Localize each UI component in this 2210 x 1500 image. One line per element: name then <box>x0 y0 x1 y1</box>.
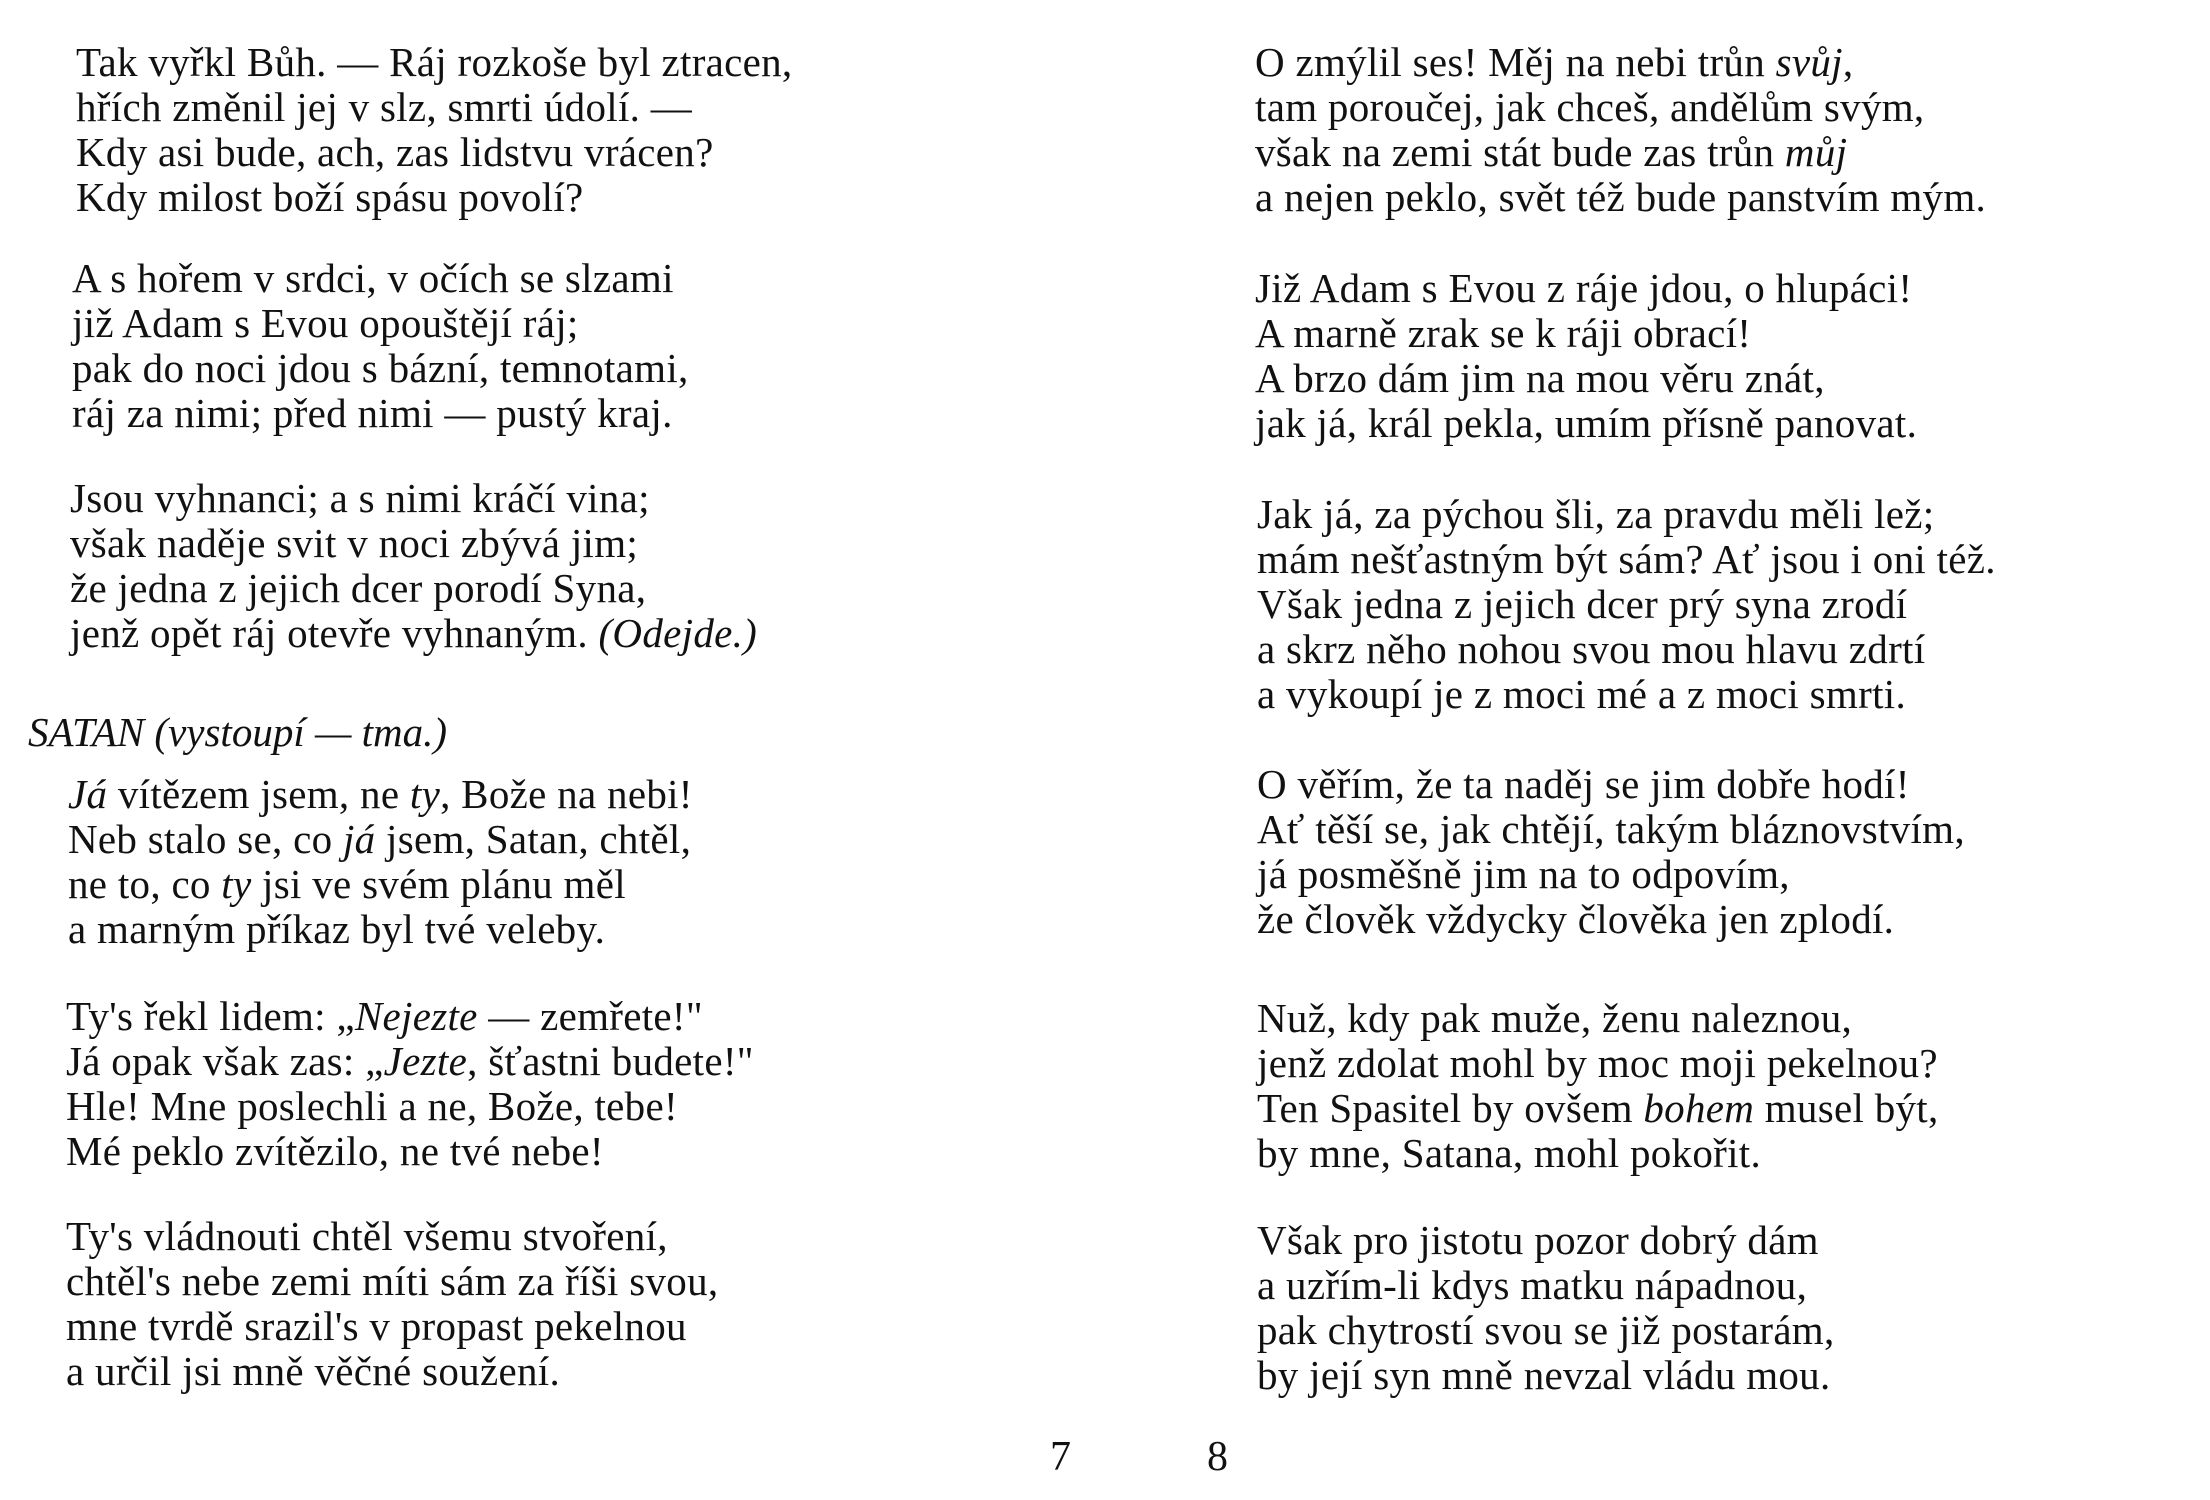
emphasis: svůj <box>1775 39 1843 85</box>
stanza <box>72 256 689 436</box>
verse-line <box>68 772 693 817</box>
emphasis: bohem <box>1643 1085 1755 1131</box>
verse-line: mám nešťastným být sám? Ať jsou i oni též. <box>1257 536 1996 582</box>
stanza <box>76 40 793 220</box>
verse-line: ráj za nimi; před nimi — pustý kraj. <box>72 390 673 436</box>
verse-line: Kdy asi bude, ach, zas lidstvu vrácen? <box>76 129 714 175</box>
verse-text: jsem, Satan, chtěl, <box>375 816 692 862</box>
verse-line: A s hořem v srdci, v očích se slzami <box>72 255 674 301</box>
verse-line <box>1255 130 1986 175</box>
verse-line: Mé peklo zvítězilo, ne tvé nebe! <box>66 1128 604 1174</box>
verse-text: však na zemi stát bude zas trůn <box>1255 129 1785 175</box>
verse-line: a určil jsi mně věčné soužení. <box>66 1348 560 1394</box>
verse-line <box>68 817 693 862</box>
emphasis: ty <box>409 771 441 817</box>
emphasis: já <box>342 816 376 862</box>
verse-text: , Bože na nebi! <box>440 771 693 817</box>
verse-text: , <box>1842 39 1854 85</box>
verse-line <box>66 1039 754 1084</box>
verse-line: A marně zrak se k ráji obrací! <box>1255 310 1752 356</box>
verse-line: Ty's vládnouti chtěl všemu stvoření, <box>66 1213 668 1259</box>
verse-line: však naděje svit v noci zbývá jim; <box>70 520 639 566</box>
verse-line: a vykoupí je z moci mé a z moci smrti. <box>1257 671 1907 717</box>
verse-line: Tak vyřkl Bůh. — Ráj rozkoše byl ztracen, <box>76 39 793 85</box>
verse-line: hřích změnil jej v slz, smrti údolí. — <box>76 84 693 130</box>
stanza <box>1257 996 1939 1176</box>
verse-line: O věřím, že ta naděj se jim dobře hodí! <box>1257 761 1910 807</box>
speaker-heading: SATAN (vystoupí — tma.) <box>28 709 448 755</box>
verse-line: Nuž, kdy pak muže, ženu naleznou, <box>1257 995 1853 1041</box>
verse-text: musel být, <box>1754 1085 1939 1131</box>
verse-line <box>68 862 693 907</box>
emphasis: můj <box>1784 129 1848 175</box>
verse-line <box>1257 1086 1939 1131</box>
verse-line <box>70 611 757 656</box>
stanza <box>1257 1218 1835 1398</box>
page-number: 7 <box>1050 1434 1071 1480</box>
verse-line: již Adam s Evou opouštějí ráj; <box>72 300 579 346</box>
emphasis: Jezte <box>383 1038 468 1084</box>
verse-line: A brzo dám jim na mou věru znát, <box>1255 355 1825 401</box>
verse-line: že člověk vždycky člověka jen zplodí. <box>1257 896 1895 942</box>
verse-line: jak já, král pekla, umím přísně panovat. <box>1255 400 1918 446</box>
right-page <box>1105 0 2210 1500</box>
verse-line: chtěl's nebe zemi míti sám za říši svou, <box>66 1258 719 1304</box>
verse-text: ne to, co <box>68 861 222 907</box>
verse-text: Neb stalo se, co <box>68 816 343 862</box>
verse-line: Ať těší se, jak chtějí, takým bláznovstvím, <box>1257 806 1965 852</box>
verse-line: pak chytrostí svou se již postarám, <box>1257 1307 1835 1353</box>
verse-line: a marným příkaz byl tvé veleby. <box>68 906 606 952</box>
verse-text: jsi ve svém plánu měl <box>251 861 626 907</box>
verse-line: že jedna z jejich dcer porodí Syna, <box>70 565 647 611</box>
verse-text: vítězem jsem, ne <box>107 771 410 817</box>
stanza <box>66 1214 718 1394</box>
verse-line: Však pro jistotu pozor dobrý dám <box>1257 1217 1819 1263</box>
emphasis: Já <box>68 771 108 817</box>
verse-line: já posměšně jim na to odpovím, <box>1257 851 1790 897</box>
verse-line <box>1255 40 1986 85</box>
emphasis: Nejezte <box>354 993 478 1039</box>
verse-text: Ty's řekl lidem: „ <box>66 993 355 1039</box>
verse-line: Kdy milost boží spásu povolí? <box>76 174 584 220</box>
verse-text: Ten Spasitel by ovšem <box>1257 1085 1644 1131</box>
verse-text: jenž opět ráj otevře vyhnaným. <box>70 610 588 656</box>
verse-line: a skrz něho nohou svou mou hlavu zdrtí <box>1257 626 1926 672</box>
verse-line: by mne, Satana, mohl pokořit. <box>1257 1130 1762 1176</box>
verse-line: a uzřím-li kdys matku nápadnou, <box>1257 1262 1808 1308</box>
verse-line: a nejen peklo, svět též bude panstvím mým. <box>1255 174 1987 220</box>
verse-line: Jak já, za pýchou šli, za pravdu měli lež; <box>1257 491 1935 537</box>
emphasis: ty <box>221 861 252 907</box>
verse-line: Již Adam s Evou z ráje jdou, o hlupáci! <box>1255 265 1913 311</box>
stanza <box>1257 762 1965 942</box>
stanza <box>68 772 693 952</box>
stanza <box>1255 40 1986 220</box>
verse-line: tam poroučej, jak chceš, andělům svým, <box>1255 84 1925 130</box>
verse-line <box>66 994 754 1039</box>
verse-line: jenž zdolat mohl by moc moji pekelnou? <box>1257 1040 1938 1086</box>
verse-line: Jsou vyhnanci; a s nimi kráčí vina; <box>70 475 650 521</box>
verse-line: by její syn mně nevzal vládu mou. <box>1257 1352 1831 1398</box>
verse-line: mne tvrdě srazil's v propast pekelnou <box>66 1303 687 1349</box>
verse-text: , šťastni budete!" <box>467 1038 754 1084</box>
stage-direction: (Odejde.) <box>598 610 758 656</box>
page-number: 8 <box>1207 1434 1228 1480</box>
stanza <box>66 994 754 1174</box>
verse-text: Já opak však zas: „ <box>66 1038 384 1084</box>
stanza <box>70 476 757 656</box>
verse-line: Však jedna z jejich dcer prý syna zrodí <box>1257 581 1908 627</box>
verse-text: O zmýlil ses! Měj na nebi trůn <box>1255 39 1776 85</box>
stanza <box>1257 492 1996 717</box>
verse-text: — zemřete!" <box>477 993 703 1039</box>
verse-line: Hle! Mne poslechli a ne, Bože, tebe! <box>66 1083 678 1129</box>
verse-line: pak do noci jdou s bázní, temnotami, <box>72 345 689 391</box>
stanza <box>1255 266 1917 446</box>
